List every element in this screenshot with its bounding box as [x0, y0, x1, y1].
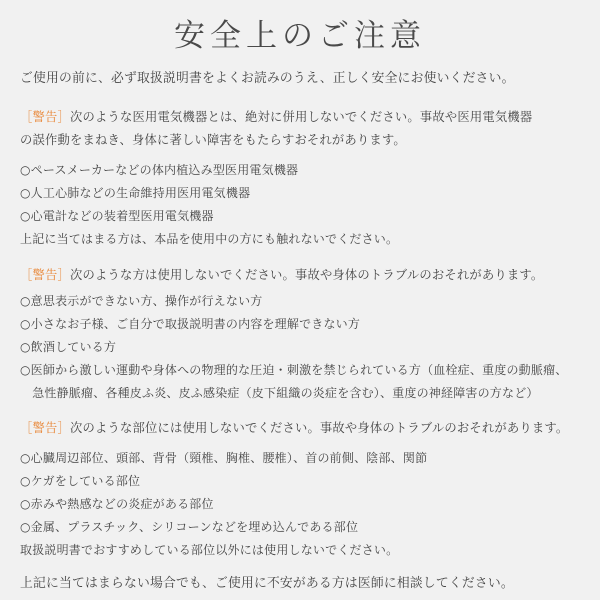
- section2-warning-line-1: [20, 267, 543, 283]
- section2-item: ○医師から激しい運動や身体への物理的な圧迫・刺激を禁じられている方（血栓症、重度の動脈瘤、: [20, 363, 568, 377]
- section2-item-continued: 急性静脈瘤、各種皮ふ炎、皮ふ感染症（皮下組織の炎症を含む）、重度の神経障害の方など）: [20, 386, 539, 400]
- section3-item: ○心臓周辺部位、頭部、背骨（頸椎、胸椎、腰椎）、首の前側、陰部、関節: [20, 451, 428, 465]
- warning-label: ［警告］: [20, 110, 70, 124]
- section3-note: 取扱説明書でおすすめしている部位以外には使用しないでください。: [20, 543, 399, 557]
- section1-note: 上記に当てはまる方は、本品を使用中の方にも触れないでください。: [20, 232, 399, 246]
- section1-item: ○ペースメーカーなどの体内植込み型医用電気機器: [20, 163, 299, 177]
- footer-text: 上記に当てはまらない場合でも、ご使用に不安がある方は医師に相談してください。: [20, 576, 514, 591]
- section3-item: ○赤みや熱感などの炎症がある部位: [20, 497, 214, 511]
- section1-text-2: の誤作動をまねき、身体に著しい障害をもたらすおそれがあります。: [20, 133, 406, 147]
- section1-warning-line-1: [20, 109, 532, 125]
- section2-item: ○飲酒している方: [20, 340, 117, 354]
- section1-text-1: 次のような医用電気機器とは、絶対に併用しないでください。事故や医用電気機器: [70, 110, 533, 124]
- warning-label: ［警告］: [20, 421, 70, 435]
- section1-item: ○人工心肺などの生命維持用医用電気機器: [20, 186, 251, 200]
- intro-text: ご使用の前に、必ず取扱説明書をよくお読みのうえ、正しく安全にお使いください。: [20, 71, 515, 86]
- section2-item: ○小さなお子様、ご自分で取扱説明書の内容を理解できない方: [20, 317, 361, 331]
- section1-item: ○心電計などの装着型医用電気機器: [20, 209, 214, 223]
- section3-text-1: 次のような部位には使用しないでください。事故や身体のトラブルのおそれがあります。: [70, 421, 569, 435]
- page-title: 安全上のご注意: [174, 18, 426, 54]
- warning-label: ［警告］: [20, 268, 70, 282]
- section2-text-1: 次のような方は使用しないでください。事故や身体のトラブルのおそれがあります。: [70, 268, 544, 282]
- section3-item: ○金属、プラスチック、シリコーンなどを埋め込んである部位: [20, 520, 359, 534]
- section3-warning-line-1: [20, 420, 568, 436]
- section2-item: ○意思表示ができない方、操作が行えない方: [20, 294, 263, 308]
- section3-item: ○ケガをしている部位: [20, 474, 141, 488]
